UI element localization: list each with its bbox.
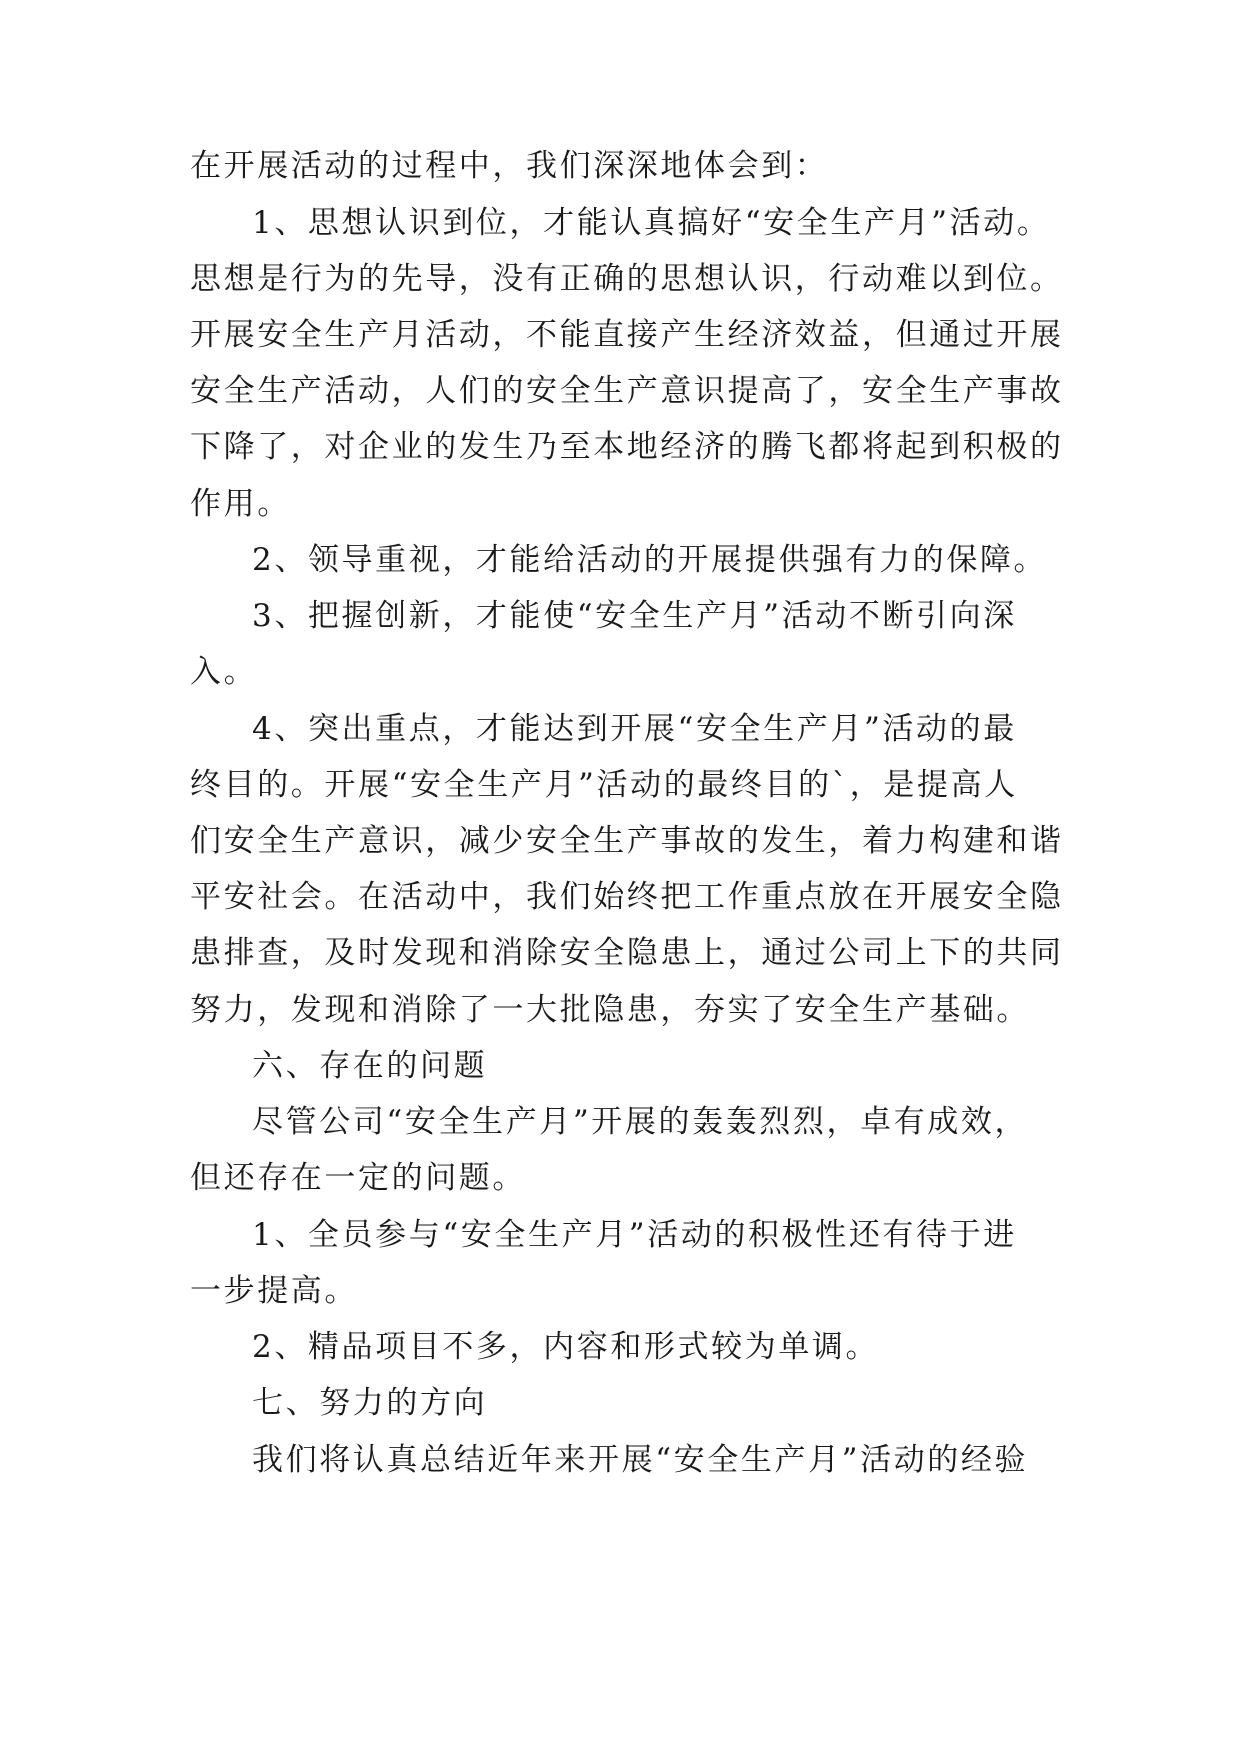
text-line: 作用。 [190, 486, 291, 522]
text-line: 一步提高。 [190, 1273, 358, 1309]
text-line: 终目的。开展“安全生产月”活动的最终目的`，是提高人 [190, 767, 1018, 803]
text-line: 3、把握创新，才能使“安全生产月”活动不断引向深 [252, 598, 1017, 634]
text-line: 2、精品项目不多，内容和形式较为单调。 [252, 1329, 880, 1365]
text-line: 在开展活动的过程中，我们深深地体会到： [190, 148, 829, 184]
text-line: 思想是行为的先导，没有正确的思想认识，行动难以到位。 [190, 261, 1064, 297]
text-line: 1、全员参与“安全生产月”活动的积极性还有待于进 [252, 1217, 1017, 1253]
text-line: 安全生产活动，人们的安全生产意识提高了，安全生产事故 [190, 373, 1064, 409]
section-heading: 六、存在的问题 [252, 1048, 488, 1084]
text-line: 尽管公司“安全生产月”开展的轰轰烈烈，卓有成效， [252, 1104, 1029, 1140]
text-line: 们安全生产意识，减少安全生产事故的发生，着力构建和谐 [190, 823, 1064, 859]
text-line: 患排查，及时发现和消除安全隐患上，通过公司上下的共同 [190, 935, 1064, 971]
text-line: 1、思想认识到位，才能认真搞好“安全生产月”活动。 [252, 205, 1051, 241]
text-line: 我们将认真总结近年来开展“安全生产月”活动的经验 [252, 1442, 1029, 1478]
section-heading: 七、努力的方向 [252, 1385, 488, 1421]
text-line: 入。 [190, 654, 258, 690]
text-line: 开展安全生产月活动，不能直接产生经济效益，但通过开展 [190, 317, 1064, 353]
text-line: 努力，发现和消除了一大批隐患，夯实了安全生产基础。 [190, 992, 1030, 1028]
text-line: 下降了，对企业的发生乃至本地经济的腾飞都将起到积极的 [190, 429, 1064, 465]
text-line: 但还存在一定的问题。 [190, 1160, 526, 1196]
text-line: 平安社会。在活动中，我们始终把工作重点放在开展安全隐 [190, 879, 1064, 915]
text-line: 4、突出重点，才能达到开展“安全生产月”活动的最 [252, 711, 1017, 747]
text-line: 2、领导重视，才能给活动的开展提供强有力的保障。 [252, 542, 1048, 578]
